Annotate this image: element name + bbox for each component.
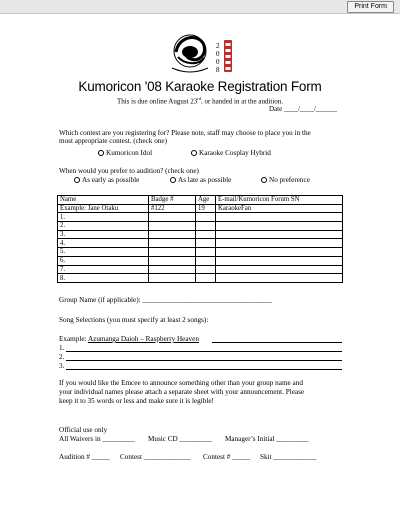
table-row[interactable] [58, 230, 343, 239]
official-use-heading: Official use only [59, 426, 108, 434]
email-cell[interactable] [216, 213, 343, 222]
announce-line-1: If you would like the Emcee to announce something other than your group name and [59, 379, 303, 387]
badge-cell[interactable] [149, 230, 196, 239]
song-2-line[interactable] [66, 360, 342, 361]
age-cell[interactable] [196, 222, 216, 231]
example-badge: #122 [149, 204, 196, 213]
radio-circle-icon[interactable] [74, 177, 80, 183]
badge-cell[interactable] [149, 256, 196, 265]
badge-cell[interactable] [149, 248, 196, 257]
group-name-field[interactable]: Group Name (if applicable): ____________________________________ [59, 296, 272, 304]
contest-question-line-2: most appropriate contest. (check one) [59, 137, 167, 145]
table-row[interactable] [58, 248, 343, 257]
example-email: KaraokeFan [216, 204, 343, 213]
header-age: Age [196, 196, 216, 205]
song-number: 3. [59, 362, 65, 370]
announce-line-3: keep it to 35 words or less and make sure it is legible! [59, 397, 214, 405]
email-cell[interactable] [216, 256, 343, 265]
song-1-line[interactable] [66, 351, 342, 352]
row-label[interactable]: 2. [58, 222, 149, 231]
skit-field[interactable]: Skit ____________ [260, 453, 317, 461]
song-3-line[interactable] [66, 369, 342, 370]
header-badge: Badge # [149, 196, 196, 205]
header-email: E-mail/Kumoricon Forum SN [216, 196, 343, 205]
toolbar [0, 0, 400, 14]
contest-field[interactable]: Contest _____________ [120, 453, 191, 461]
radio-circle-icon[interactable] [170, 177, 176, 183]
participant-table [57, 195, 343, 283]
svg-text:0: 0 [216, 50, 220, 58]
logo-year [216, 42, 220, 74]
radio-label: Karaoke Cosplay Hybrid [199, 149, 271, 157]
age-cell[interactable] [196, 248, 216, 257]
due-text: This is due online August 23 [116, 97, 198, 106]
song-example [59, 335, 199, 344]
song-number: 2. [59, 353, 65, 361]
age-cell[interactable] [196, 274, 216, 283]
song-example-underline [212, 342, 342, 343]
badge-cell[interactable] [149, 265, 196, 274]
table-header-row [58, 196, 343, 205]
contest-question-line-1: Which contest are you registering for? Please note, staff may choose to place you in the [59, 129, 311, 137]
row-label[interactable]: 4. [58, 239, 149, 248]
radio-label: No preference [269, 176, 310, 184]
radio-kumoricon-idol[interactable] [98, 149, 152, 157]
badge-cell[interactable] [149, 274, 196, 283]
svg-text:8: 8 [216, 66, 220, 74]
age-cell[interactable] [196, 230, 216, 239]
row-label[interactable]: 5. [58, 248, 149, 257]
badge-cell[interactable] [149, 222, 196, 231]
table-row[interactable] [58, 274, 343, 283]
age-cell[interactable] [196, 265, 216, 274]
contest-number-field[interactable]: Contest # _____ [203, 453, 251, 461]
radio-as-late-as-possible[interactable] [170, 176, 231, 184]
email-cell[interactable] [216, 274, 343, 283]
song-example-value: Azumanga Daioh – Raspberry Heaven [87, 335, 199, 343]
svg-text:2: 2 [216, 42, 220, 50]
email-cell[interactable] [216, 248, 343, 257]
radio-circle-icon[interactable] [191, 150, 197, 156]
kumoricon-logo [160, 24, 240, 86]
table-example-row [58, 204, 343, 213]
waivers-field[interactable]: All Waivers in _________ [59, 435, 135, 443]
due-suffix: rd [197, 96, 201, 101]
date-field[interactable]: Date ____/____/______ [269, 105, 337, 113]
row-label[interactable]: 8. [58, 274, 149, 283]
example-age: 19 [196, 204, 216, 213]
logo-cloud-emblem [172, 35, 208, 72]
due-date-note [0, 96, 400, 105]
row-label[interactable]: 6. [58, 256, 149, 265]
header-name: Name [58, 196, 149, 205]
table-row[interactable] [58, 265, 343, 274]
email-cell[interactable] [216, 222, 343, 231]
radio-label: As late as possible [178, 176, 232, 184]
song-instruction: Song Selections (you must specify at least 2 songs): [59, 316, 209, 324]
table-row[interactable] [58, 222, 343, 231]
table-row[interactable] [58, 213, 343, 222]
age-cell[interactable] [196, 256, 216, 265]
radio-circle-icon[interactable] [98, 150, 104, 156]
badge-cell[interactable] [149, 213, 196, 222]
age-cell[interactable] [196, 213, 216, 222]
email-cell[interactable] [216, 239, 343, 248]
radio-karaoke-cosplay-hybrid[interactable] [191, 149, 271, 157]
email-cell[interactable] [216, 230, 343, 239]
due-rest: , or handed in at the audition. [201, 97, 284, 106]
page-title: Kumoricon '08 Karaoke Registration Form [78, 79, 322, 94]
audition-question: When would you prefer to audition? (check one) [59, 167, 199, 175]
svg-text:0: 0 [216, 58, 220, 66]
print-form-button[interactable]: Print Form [347, 1, 394, 13]
table-row[interactable] [58, 239, 343, 248]
music-cd-field[interactable]: Music CD _________ [148, 435, 212, 443]
logo-red-seal [224, 40, 232, 72]
table-row[interactable] [58, 256, 343, 265]
example-name: Example: Jane Otaku [58, 204, 149, 213]
song-example-prefix: Example: [59, 335, 87, 343]
radio-circle-icon[interactable] [261, 177, 267, 183]
row-label[interactable]: 1. [58, 213, 149, 222]
email-cell[interactable] [216, 265, 343, 274]
row-label[interactable]: 3. [58, 230, 149, 239]
row-label[interactable]: 7. [58, 265, 149, 274]
radio-label: Kumoricon Idol [106, 149, 153, 157]
manager-initial-field[interactable]: Manager’s Initial _________ [225, 435, 309, 443]
audition-number-field[interactable]: Audition # _____ [59, 453, 110, 461]
announce-line-2: your individual names please attach a separate sheet with your announcement. Please [59, 388, 305, 396]
radio-as-early-as-possible[interactable] [74, 176, 139, 184]
radio-no-preference[interactable] [261, 176, 310, 184]
age-cell[interactable] [196, 239, 216, 248]
radio-label: As early as possible [82, 176, 140, 184]
song-number: 1. [59, 344, 65, 352]
badge-cell[interactable] [149, 239, 196, 248]
